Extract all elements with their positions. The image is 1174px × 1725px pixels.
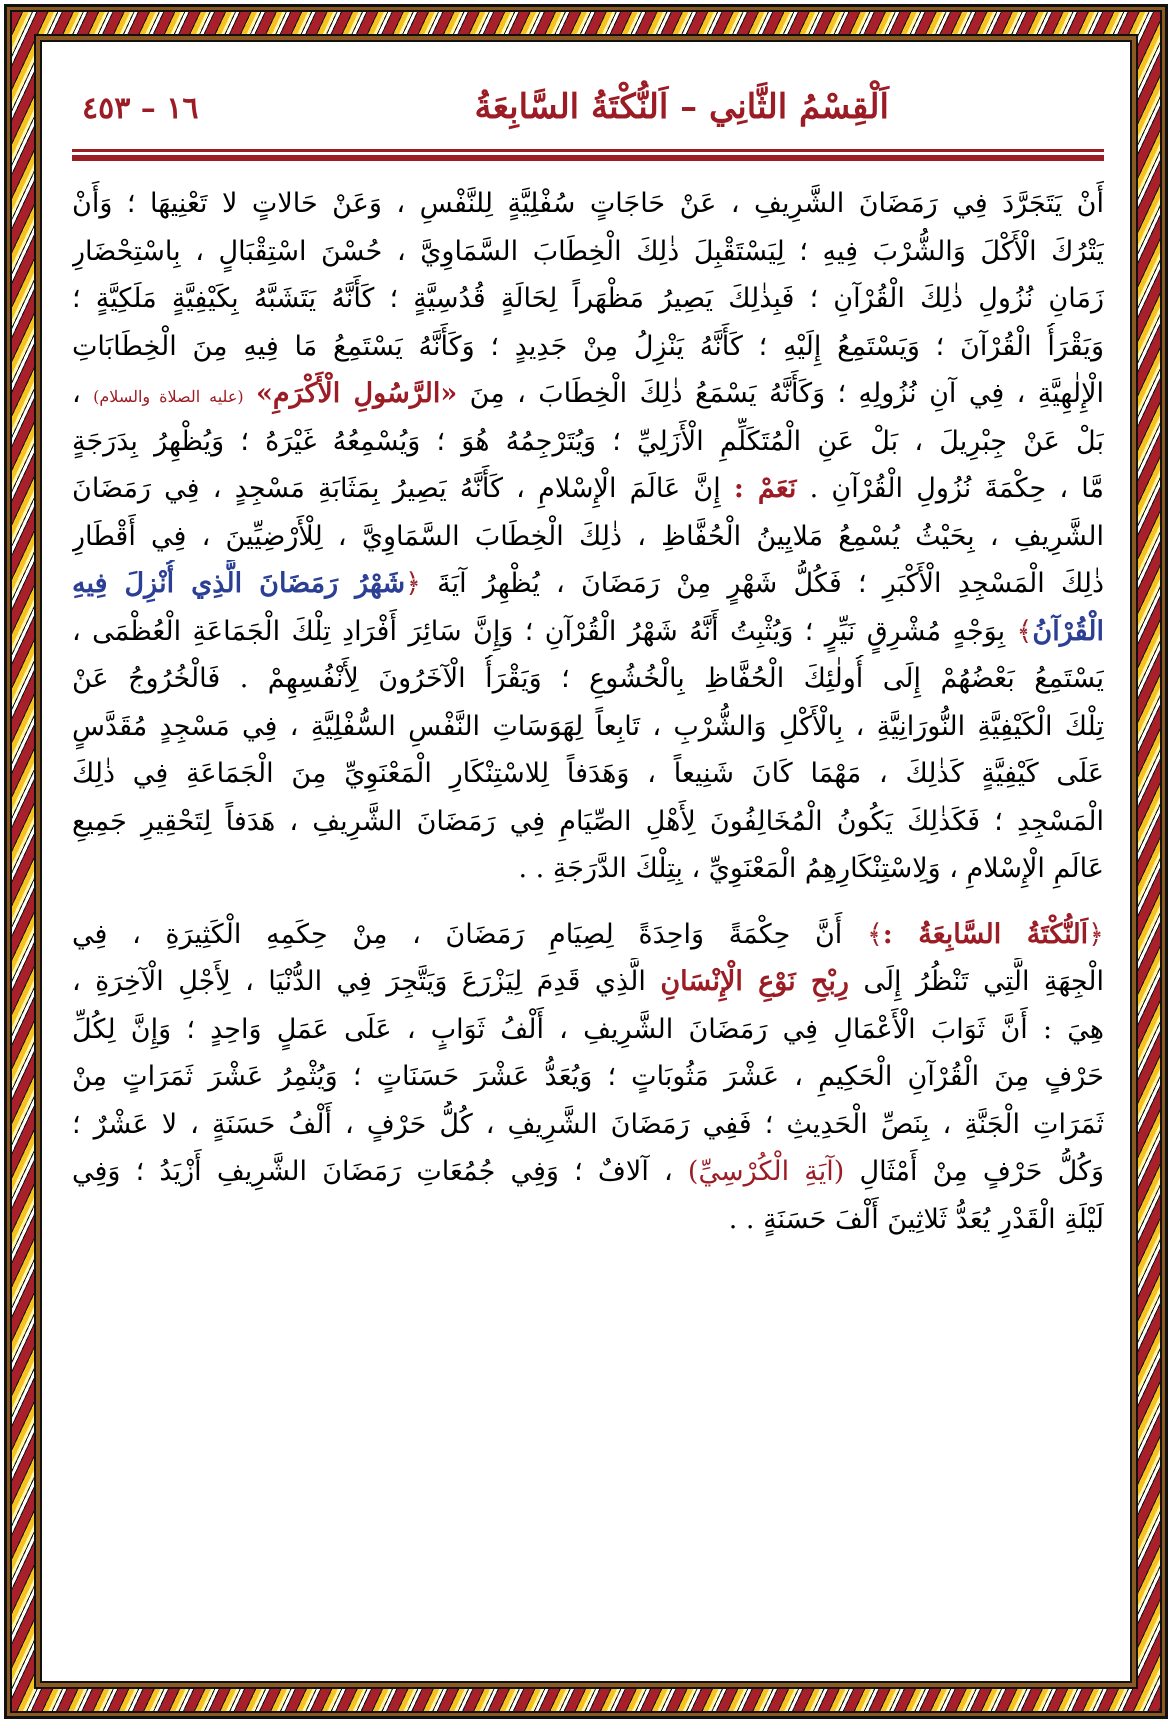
text-line: الْجِهَةِ الَّتِي تَنْظُرُ إِلَى رِبْحِ نَوْعِ الْإِنْسَانِ الَّذِي قَدِمَ لِيَزْرَعَ وَيَتَّجِرَ فِي الدُّنْيَا ، لِأَجْلِ الْآخِرَةِ ، [72,966,1104,997]
text-line: حَرْفٍ مِنَ الْقُرْآنِ الْحَكِيمِ ، عَشْرَ مَثُوبَاتٍ ؛ وَيُعَدُّ عَشْرَ حَسَنَاتٍ ؛ وَيُثْمِرُ عَشْرَ ثَمَرَاتٍ مِنْ [72,1061,1104,1092]
quran-verse: الْقُرْآنُ [1032,615,1104,647]
ornament-bracket-close-icon: ﴾ [866,918,883,950]
text-line: زَمَانِ نُزُولِ ذٰلِكَ الْقُرْآنِ ؛ فَبِذٰلِكَ يَصِيرُ مَظْهَراً لِحَالَةٍ قُدُسِيَّةٍ ؛ كَأَنَّهُ يَتَشَبَّهُ بِكَيْفِيَّةٍ مَلَكِيَّةٍ ؛ [72,283,1104,314]
section-title: اَلْقِسْمُ الثَّانِي – اَلنُّكْتَةُ السَّابِعَةُ [474,87,889,127]
header-divider [72,149,1104,161]
text-line: ثَمَرَاتِ الْجَنَّةِ ، بِنَصِّ الْحَدِيثِ ؛ فَفِي رَمَضَانَ الشَّرِيفِ ، كُلُّ حَرْفٍ ، أَلْفُ حَسَنَةٍ ، لا عَشْرٌ ؛ [72,1108,1104,1140]
text-line: أَنْ يَتَجَرَّدَ فِي رَمَضَانَ الشَّرِيفِ ، عَنْ حَاجَاتٍ سُفْلِيَّةٍ لِلنَّفْسِ ، وَعَنْ حَالاتٍ لا تَعْنِيهَا ؛ وَأَنْ [72,188,1104,219]
text-line: بَلْ عَنْ جِبْرِيلَ ، بَلْ عَنِ الْمُتَكَلِّمِ الْأَزَلِيِّ ؛ وَيُتَرْجِمُهُ هُوَ ؛ وَيُسْمِعُهُ غَيْرَهُ ؛ وَيُظْهِرُ بِدَرَجَةٍ [72,425,1104,457]
salawat-glyph: (عليه الصلاة والسلام) [93,387,244,406]
page-reference: ١٦ – ٤٥٣ [82,91,199,126]
highlight-prophet: «الرَّسُولِ الْأَكْرَمِ» [256,378,458,409]
text-line: وَكُلُّ حَرْفٍ مِنْ أَمْثَالِ (آيَةِ الْكُرْسِيِّ) ، آلافٌ ؛ وَفِي جُمُعَاتِ رَمَضَانَ الشَّرِيفِ أَزْيَدُ ؛ وَفِي [72,1156,1104,1187]
section-heading: اَلنُّكْتَةُ السَّابِعَةُ : [882,918,1089,950]
text-line: عَالَمِ الْإِسْلامِ ، وَلِاسْتِنْكَارِهِمُ الْمَعْنَوِيِّ ، بِتِلْكَ الدَّرَجَةِ . . [518,853,1104,884]
text-line: عَلَى كَيْفِيَّةٍ كَذٰلِكَ ، مَهْمَا كَانَ شَنِيعاً ، وَهَدَفاً لِلاسْتِنْكَارِ الْمَعْنَوِيِّ مِنَ الْجَمَاعَةِ فِي ذٰلِكَ [72,758,1104,789]
highlight-ayat-kursi: (آيَةِ الْكُرْسِيِّ) [687,1156,845,1187]
quran-verse: شَهْرُ رَمَضَانَ الَّذِي أُنْزِلَ فِيهِ [72,568,406,599]
text-line: تِلْكَ الْكَيْفِيَّةِ النُّورَانِيَّةِ ، بِالْأَكْلِ وَالشُّرْبِ ، تَابِعاً لِهَوَسَاتِ النَّفْسِ السُّفْلِيَّةِ ، فِي مَسْجِدٍ مُقَدَّسٍ [72,710,1104,742]
text-line: الْإِلٰهِيَّةِ ، فِي آنِ نُزُولِهِ ؛ وَكَأَنَّهُ يَسْمَعُ ذٰلِكَ الْخِطَابَ ، مِنَ «الرَّسُولِ الْأَكْرَمِ» (عليه الصلاة والسلام) ، [72,378,1104,409]
text-line: يَتْرُكَ الْأَكْلَ وَالشُّرْبَ فِيهِ ؛ لِيَسْتَقْبِلَ ذٰلِكَ الْخِطَابَ السَّمَاوِيَّ ، حُسْنَ اسْتِقْبَالٍ ، بِاسْتِحْضَارِ [72,235,1104,267]
text-line: ﴿اَلنُّكْتَةُ السَّابِعَةُ :﴾ أَنَّ حِكْمَةً وَاحِدَةً لِصِيَامِ رَمَضَانَ ، مِنْ حِكَمِهِ الْكَثِيرَةِ ، فِي [72,918,1104,950]
ornament-bracket-open-icon: ﴿ [405,568,421,599]
text-line: الْمَسْجِدِ ؛ فَكَذٰلِكَ يَكُونُ الْمُخَالِفُونَ لِأَهْلِ الصِّيَامِ فِي رَمَضَانَ الشَّرِيفِ ، هَدَفاً لِتَحْقِيرِ جَمِيعِ [72,805,1104,837]
body-text [72,180,1104,1243]
page-header [72,85,1104,145]
text-line: وَيَقْرَأُ الْقُرْآنَ ؛ وَيَسْتَمِعُ إِلَيْهِ ؛ كَأَنَّهُ يَنْزِلُ مِنْ جَدِيدٍ ؛ وَكَأَنَّهُ يَسْتَمِعُ مَا فِيهِ مِنَ الْخِطَابَاتِ [72,330,1104,362]
text-line: ذٰلِكَ الْمَسْجِدِ الْأَكْبَرِ ؛ فَكُلُّ شَهْرٍ مِنْ رَمَضَانَ ، يُظْهِرُ آيَةَ ﴿شَهْرُ رَمَضَانَ الَّذِي أُنْزِلَ فِيهِ [72,568,1104,599]
text-line: يَسْتَمِعُ بَعْضُهُمْ إِلَى أُولٰئِكَ الْحُفَّاظِ بِالْخُشُوعِ ؛ وَيَقْرَأُ الْآخَرُونَ لِأَنْفُسِهِمْ . فَالْخُرُوجُ عَنْ [72,663,1104,694]
text-line: الشَّرِيفِ ، بِحَيْثُ يُسْمِعُ مَلايِينُ الْحُفَّاظِ ، ذٰلِكَ الْخِطَابَ السَّمَاوِيَّ ، لِلْأَرْضِيِّينَ ، فِي أَقْطَارِ [72,520,1104,552]
text-line: هِيَ : أَنَّ ثَوَابَ الْأَعْمَالِ فِي رَمَضَانَ الشَّرِيفِ ، أَلْفُ ثَوَابٍ ، عَلَى عَمَلٍ وَاحِدٍ ؛ وَإِنَّ لِكُلِّ [72,1013,1104,1045]
ornament-bracket-close-icon: ﴾ [1016,615,1033,647]
text-line: الْقُرْآنُ﴾ بِوَجْهٍ مُشْرِقٍ نَيِّرٍ ؛ وَيُثْبِتُ أَنَّهُ شَهْرُ الْقُرْآنِ ؛ وَإِنَّ سَائِرَ أَفْرَادِ تِلْكَ الْجَمَاعَةِ الْعُظْمَى ، [72,615,1104,647]
text-line: مَّا ، حِكْمَةَ نُزُولِ الْقُرْآنِ . نَعَمْ : إِنَّ عَالَمَ الْإِسْلامِ ، كَأَنَّهُ يَصِيرُ بِمَثَابَةِ مَسْجِدٍ ، فِي رَمَضَانَ [72,473,1104,504]
highlight-naam: نَعَمْ : [733,473,797,504]
text-line: لَيْلَةِ الْقَدْرِ يُعَدُّ ثَلاثِينَ أَلْفَ حَسَنَةٍ . . [728,1203,1104,1235]
highlight-human-profit: رِبْحِ نَوْعِ الْإِنْسَانِ [660,966,849,997]
ornament-bracket-open-icon: ﴿ [1088,918,1104,950]
